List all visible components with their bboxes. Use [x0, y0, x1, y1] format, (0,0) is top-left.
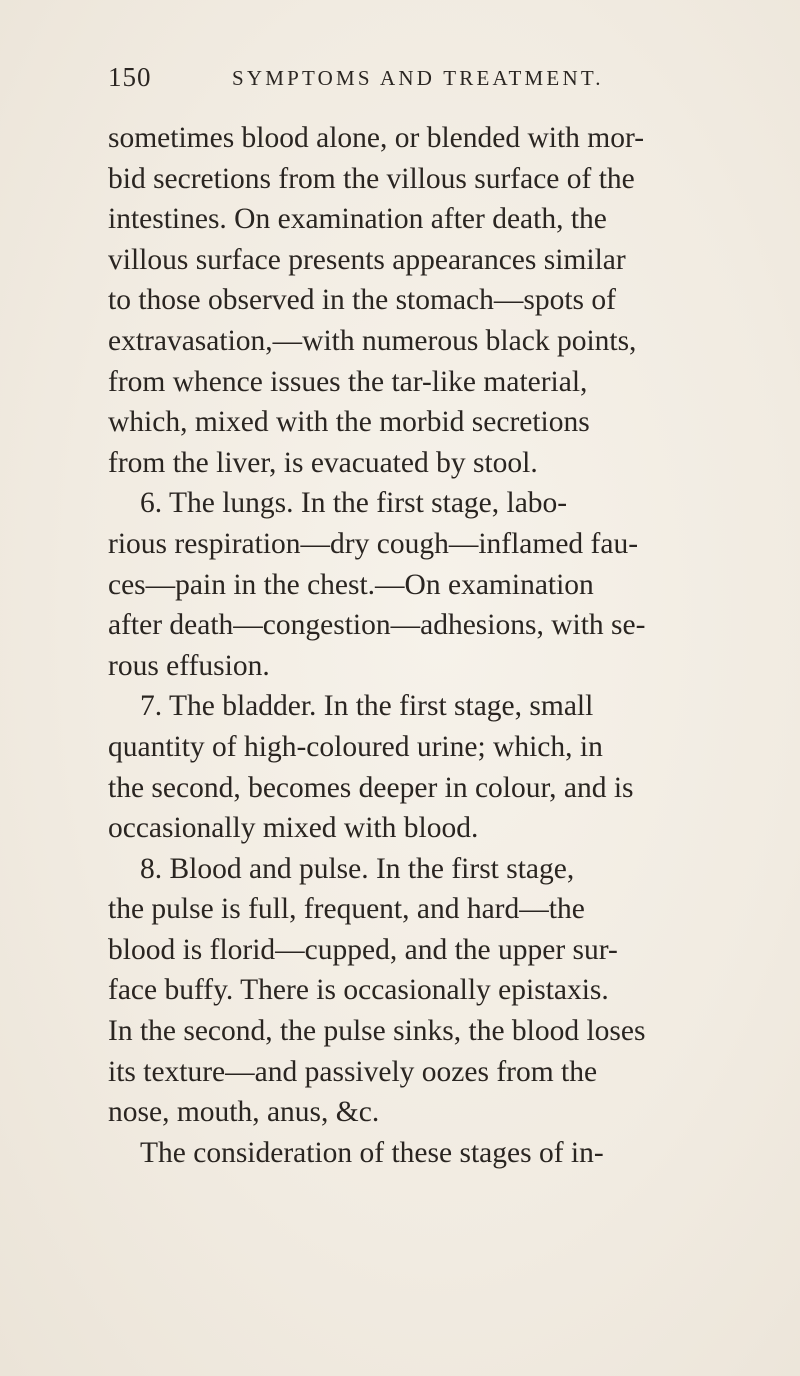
text-line: bid secretions from the villous surface of the [108, 162, 635, 195]
text-line: from the liver, is evacuated by stool. [108, 446, 538, 479]
text-line: from whence issues the tar-like material, [108, 365, 588, 398]
paragraph-start-consideration: The consideration of these stages of in- [140, 1136, 604, 1169]
text-line: which, mixed with the morbid secretions [108, 406, 590, 439]
text-line: villous surface presents appearances similar [108, 243, 626, 276]
text-line: nose, mouth, anus, &c. [108, 1096, 380, 1129]
paragraph-start-lungs: 6. The lungs. In the first stage, labo- [140, 487, 568, 520]
text-line: rous effusion. [108, 649, 270, 682]
text-line: its texture—and passively oozes from the [108, 1055, 598, 1088]
text-line: ces—pain in the chest.—On examination [108, 568, 594, 601]
running-title: SYMPTOMS AND TREATMENT. [232, 66, 604, 90]
body-text [108, 118, 778, 1173]
text-line: In the second, the pulse sinks, the blood loses [108, 1015, 646, 1048]
text-line: to those observed in the stomach—spots of [108, 284, 616, 317]
running-head [108, 62, 748, 96]
text-line: intestines. On examination after death, the [108, 203, 607, 236]
text-line: face buffy. There is occasionally epistaxis. [108, 974, 609, 1007]
paragraph-start-bladder: 7. The bladder. In the first stage, small [140, 690, 594, 723]
text-line: extravasation,—with numerous black points, [108, 324, 637, 357]
text-line: rious respiration—dry cough—inflamed fau- [108, 527, 639, 560]
paragraph-start-blood-pulse: 8. Blood and pulse. In the first stage, [140, 852, 575, 885]
text-line: occasionally mixed with blood. [108, 812, 479, 845]
text-line: quantity of high-coloured urine; which, in [108, 730, 603, 763]
page-number: 150 [108, 62, 152, 92]
text-line: the second, becomes deeper in colour, and is [108, 771, 634, 804]
text-line: blood is florid—cupped, and the upper sur- [108, 933, 618, 966]
text-line: sometimes blood alone, or blended with mor- [108, 122, 645, 154]
text-line: after death—congestion—adhesions, with se- [108, 609, 646, 642]
text-line: the pulse is full, frequent, and hard—the [108, 893, 585, 926]
